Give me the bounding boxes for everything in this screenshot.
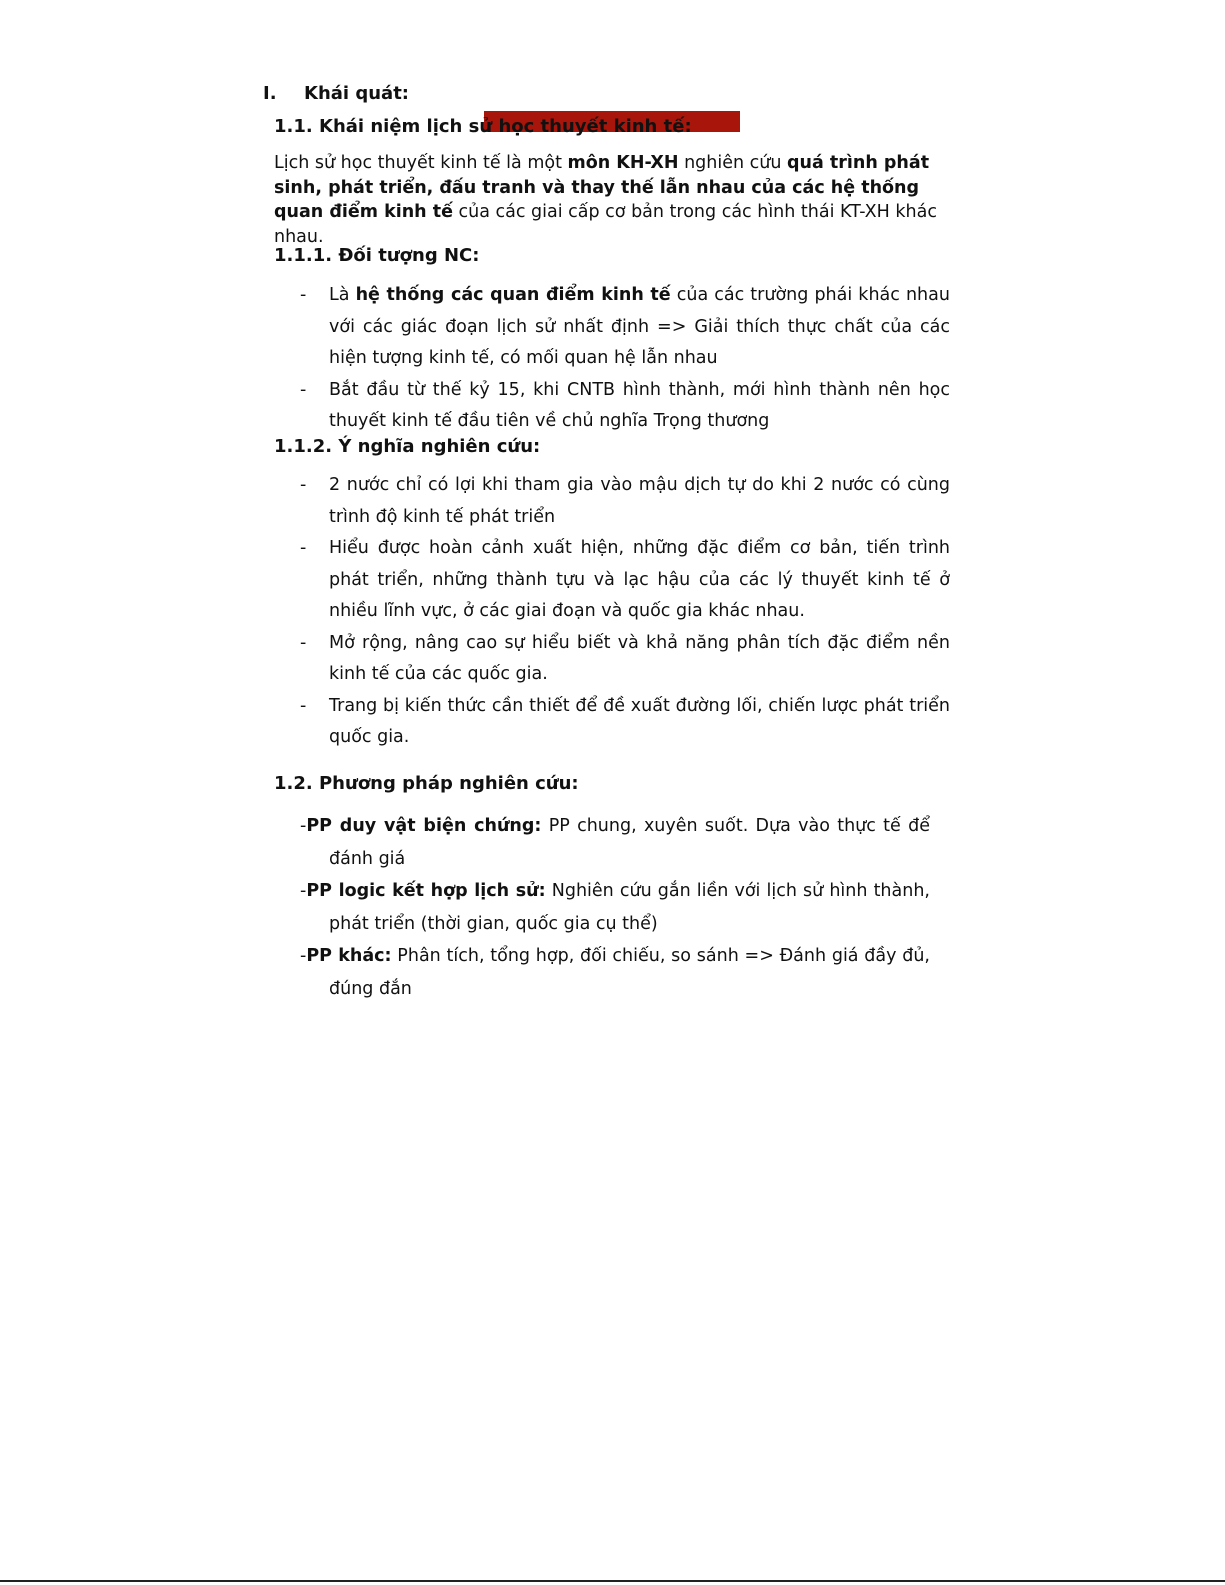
para-bold: quá trình phát sinh, phát triển, đấu tranh và thay thế lẫn nhau của các hệ thống quan điểm kinh tế xyxy=(274,153,930,222)
list-item xyxy=(300,533,950,628)
method-label: PP logic kết hợp lịch sử: xyxy=(306,881,546,901)
section-number: I. xyxy=(263,83,277,104)
dash-bullet: - xyxy=(300,695,307,716)
list-item xyxy=(300,280,950,375)
item-text: Mở rộng, nâng cao sự hiểu biết và khả năng phân tích đặc điểm nền kinh tế của các quốc gia. xyxy=(329,632,950,684)
para-text: Lịch sử học thuyết kinh tế là một xyxy=(274,153,568,173)
para-bold: môn KH-XH xyxy=(567,153,679,173)
list-item xyxy=(300,628,950,691)
section-heading xyxy=(263,83,409,104)
list-item xyxy=(300,875,930,940)
method-label: PP duy vật biện chứng: xyxy=(306,816,542,836)
dash-bullet: - xyxy=(300,285,307,305)
list-item xyxy=(300,940,930,1005)
method-text: PP chung, xuyên suốt. Dựa vào thực tế để đánh giá xyxy=(329,816,930,869)
item-text: Trang bị kiến thức cần thiết để đề xuất đường lối, chiến lược phát triển quốc gia. xyxy=(329,695,950,747)
research-object-list xyxy=(300,280,950,438)
method-text: Nghiên cứu gắn liền với lịch sử hình thành, phát triển (thời gian, quốc gia cụ thể) xyxy=(329,881,930,934)
para-text: nghiên cứu xyxy=(678,153,788,173)
heading-1-1-2: 1.1.2. Ý nghĩa nghiên cứu: xyxy=(274,436,541,457)
item-text: Bắt đầu từ thế kỷ 15, khi CNTB hình thành, mới hình thành nên học thuyết kinh tế đầu tiên về chủ nghĩa Trọng thương xyxy=(329,379,950,431)
para-text: của các giai cấp cơ bản trong các hình thái KT-XH khác nhau. xyxy=(274,202,937,247)
list-item xyxy=(300,691,950,754)
method-list xyxy=(300,810,930,1005)
page-bottom-border xyxy=(0,1580,1225,1582)
definition-paragraph xyxy=(274,151,964,249)
method-label: PP khác: xyxy=(306,946,392,966)
dash-bullet: - xyxy=(300,881,307,901)
list-item xyxy=(300,810,930,875)
dash-bullet: - xyxy=(300,475,307,495)
item-text: 2 nước chỉ có lợi khi tham gia vào mậu dịch tự do khi 2 nước có cùng trình độ kinh tế phát triển xyxy=(329,475,950,527)
heading-1-1-1: 1.1.1. Đối tượng NC: xyxy=(274,245,480,266)
dash-bullet: - xyxy=(300,379,307,400)
dash-bullet: - xyxy=(300,632,307,653)
list-item xyxy=(300,470,950,533)
section-title: Khái quát: xyxy=(304,83,409,104)
item-bold: hệ thống các quan điểm kinh tế xyxy=(355,285,671,305)
heading-1-2: 1.2. Phương pháp nghiên cứu: xyxy=(274,773,579,794)
dash-bullet: - xyxy=(300,538,307,558)
heading-1-1: 1.1. Khái niệm lịch sử học thuyết kinh tế: xyxy=(274,116,692,137)
dash-bullet: - xyxy=(300,816,307,836)
item-text: Hiểu được hoàn cảnh xuất hiện, những đặc điểm cơ bản, tiến trình phát triển, những thành tựu và lạc hậu của các lý thuyết kinh tế ở nhiều lĩnh vực, ở các giai đoạn và quốc gia khác nhau. xyxy=(329,538,950,621)
dash-bullet: - xyxy=(300,946,307,966)
method-text: Phân tích, tổng hợp, đối chiếu, so sánh => Đánh giá đầy đủ, đúng đắn xyxy=(329,946,930,999)
meaning-list xyxy=(300,470,950,754)
list-item xyxy=(300,375,950,438)
item-text: Là xyxy=(329,285,356,305)
item-text: của các trường phái khác nhau với các giác đoạn lịch sử nhất định => Giải thích thực chất của các hiện tượng kinh tế, có mối quan hệ lẫn nhau xyxy=(329,285,950,368)
